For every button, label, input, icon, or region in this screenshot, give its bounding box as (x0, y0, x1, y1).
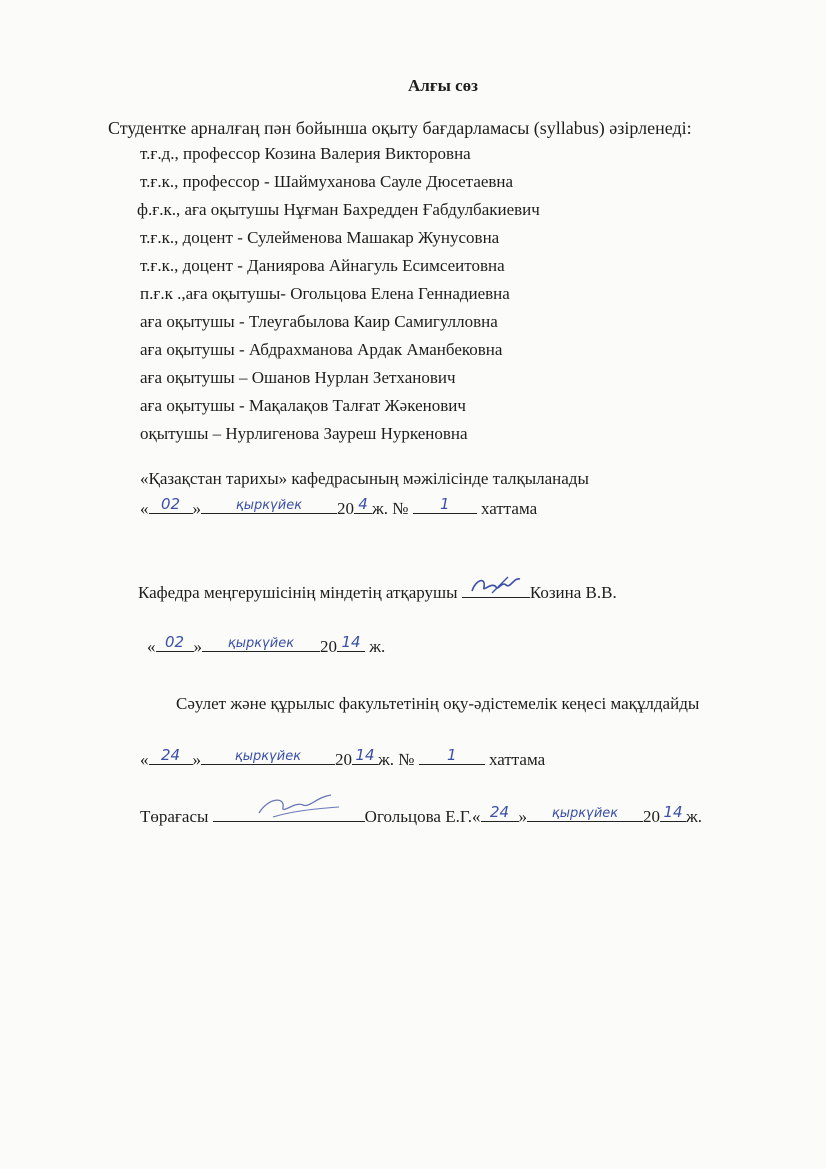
date-year-field: 4 (354, 498, 372, 514)
date-day-field: 02 (149, 498, 193, 514)
date-day-field: 24 (481, 806, 519, 822)
head-signature (462, 582, 530, 598)
author-item: т.ғ.д., профессор Козина Валерия Викторовна (140, 144, 471, 163)
date-month-field: қыркүйек (202, 636, 320, 652)
intro-text: Студентке арналғаң пән бойынша оқыту бағдарламасы (syllabus) әзірленеді: (108, 118, 692, 138)
date-month-field: қыркүйек (201, 498, 337, 514)
author-item: т.ғ.к., доцент - Даниярова Айнагуль Есимсеитовна (140, 256, 505, 275)
author-item: т.ғ.к., профессор - Шаймуханова Сауле Дюсетаевна (140, 172, 514, 191)
author-item: п.ғ.к .,аға оқытушы- Огольцова Елена Геннадиевна (140, 284, 510, 303)
page-title: Алғы сөз (408, 76, 478, 95)
date-year-field: 14 (337, 636, 365, 652)
author-item: аға оқытушы - Тлеугабылова Каир Самигулловна (140, 312, 498, 331)
date-month-field: қыркүйек (527, 806, 643, 822)
head-date-line: « 02 » қыркүйек 20 14 ж. (147, 633, 386, 656)
date-year-field: 14 (352, 749, 378, 765)
author-item: аға оқытушы - Мақалақов Талғат Жәкенович (140, 396, 466, 415)
date-day-field: 24 (149, 749, 193, 765)
author-item: оқытушы – Нурлигенова Зауреш Нуркеновна (140, 424, 468, 443)
department-statement: «Қазақстан тарихы» кафедрасының мәжілісінде талқыланады (140, 469, 589, 488)
date-day-field: 02 (156, 636, 194, 652)
department-date-line: « 02 » қыркүйек 20 4 ж. № 1 хаттама (140, 495, 538, 518)
chair-signature (213, 806, 365, 822)
chair-line: Төрағасы Огольцова Е.Г.« 24 » қыркүйек 20 14 ж. (140, 806, 702, 827)
author-item: т.ғ.к., доцент - Сулейменова Машакар Жунусовна (140, 228, 500, 247)
author-item: аға оқытушы – Ошанов Нурлан Зетханович (140, 368, 456, 387)
protocol-number-field: 1 (419, 749, 485, 765)
head-line: Кафедра меңгерушісінің міндетің атқарушы Козина В.В. (138, 582, 617, 603)
date-year-field: 14 (660, 806, 686, 822)
protocol-number-field: 1 (413, 498, 477, 514)
faculty-statement: Сәулет және құрылыс факультетінің оқу-әдістемелік кеңесі мақұлдайды (176, 694, 700, 713)
author-item: аға оқытушы - Абдрахманова Ардак Аманбековна (140, 340, 503, 359)
faculty-date-line: « 24 » қыркүйек 20 14 ж. № 1 хаттама (140, 746, 546, 769)
author-item: ф.ғ.к., аға оқытушы Нұғман Бахредден Ғабдулбакиевич (137, 200, 540, 219)
date-month-field: қыркүйек (201, 749, 335, 765)
